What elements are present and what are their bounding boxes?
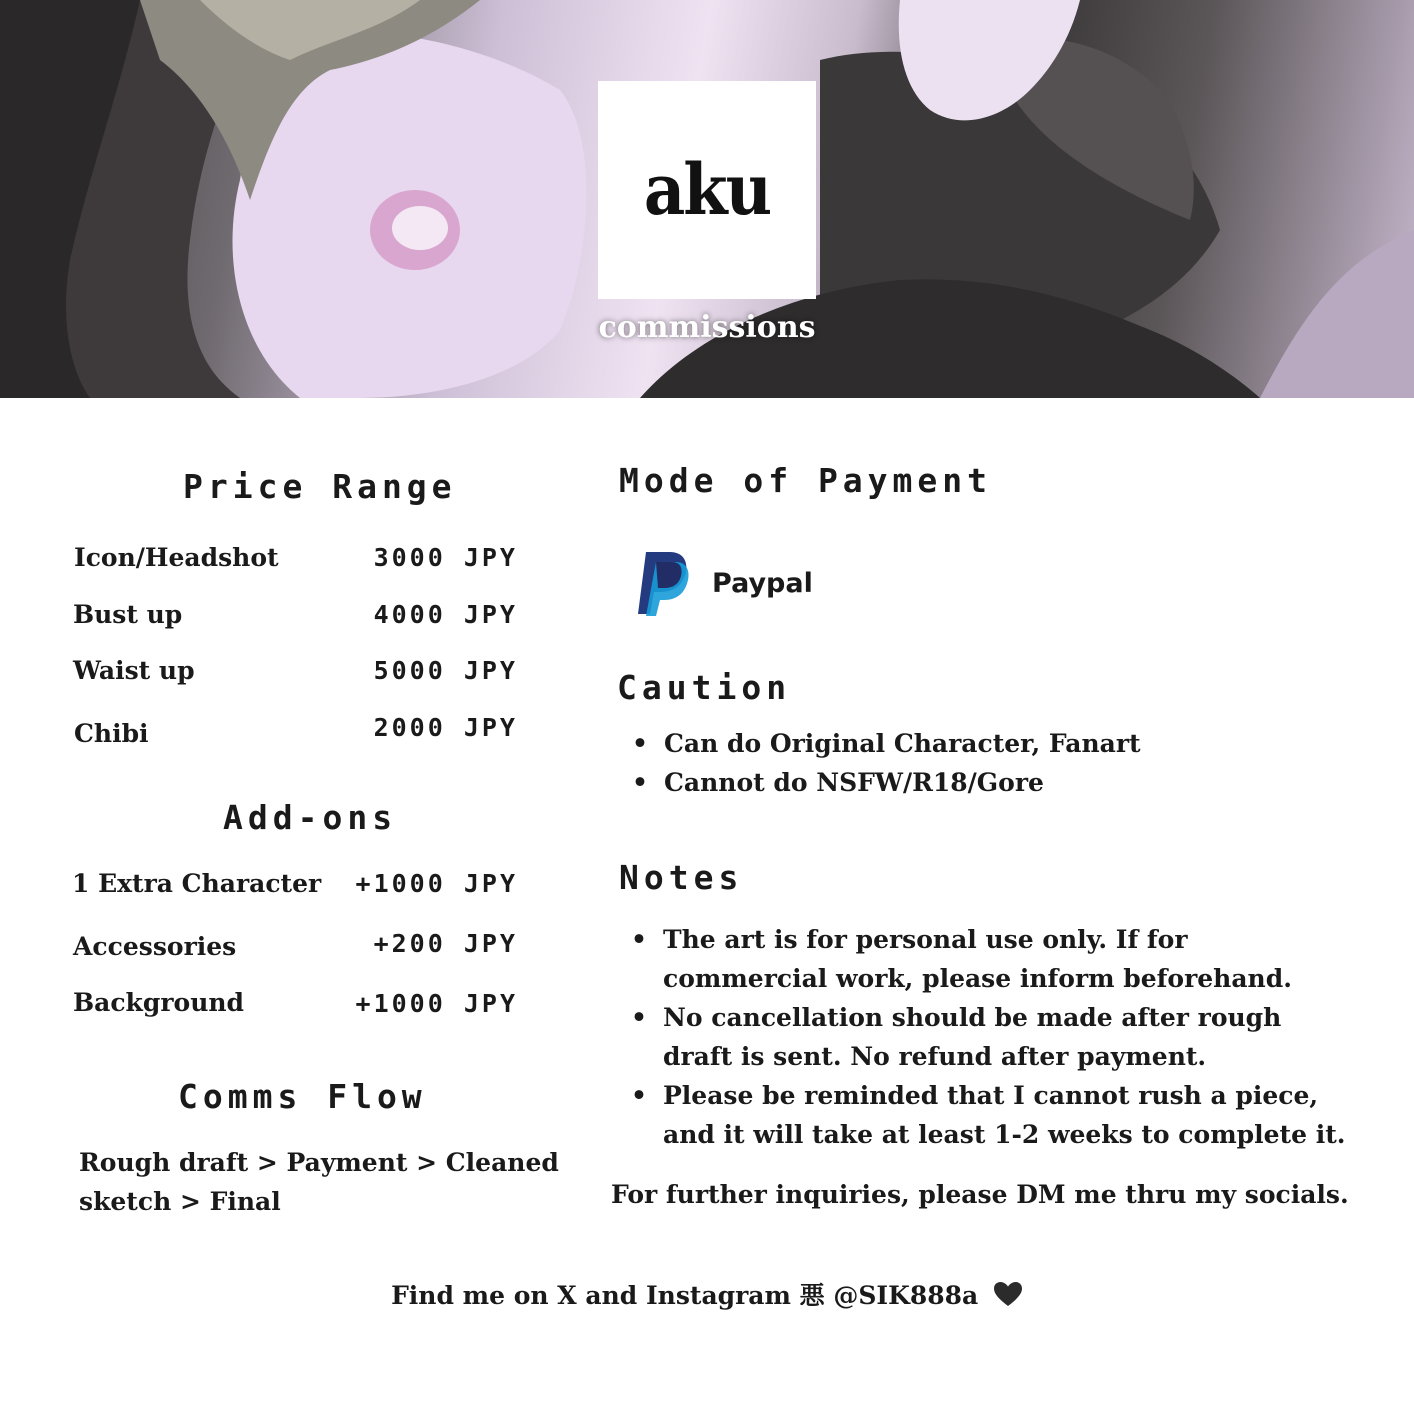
caution-heading: Caution (617, 668, 792, 707)
footer (0, 1276, 1414, 1313)
addon-item-label: Background (73, 988, 245, 1017)
inquiry-text: For further inquiries, please DM me thru my socials. (611, 1180, 1349, 1209)
price-item-label: Waist up (73, 656, 195, 685)
list-item: • Cannot do NSFW/R18/Gore (620, 763, 1380, 802)
price-item-price: 2000 JPY (373, 713, 518, 742)
list-item: • The art is for personal use only. If for commercial work, please inform beforehand. (619, 920, 1359, 998)
paypal-icon (636, 550, 690, 616)
paypal-label: Paypal (712, 567, 813, 599)
price-item-label: Chibi (74, 719, 149, 748)
footer-text: Find me on X and Instagram 悪 @SIK888a (391, 1281, 979, 1310)
price-range-heading: Price Range (183, 467, 457, 506)
list-item: • No cancellation should be made after rough draft is sent. No refund after payment. (619, 998, 1359, 1076)
list-item: • Please be reminded that I cannot rush a piece, and it will take at least 1-2 weeks to complete it. (619, 1076, 1359, 1154)
banner-subtitle: commissions (598, 310, 816, 345)
list-item: • Can do Original Character, Fanart (620, 724, 1380, 763)
payment-method (636, 550, 813, 616)
caution-list (620, 724, 1380, 802)
addon-item-price: +1000 JPY (355, 869, 518, 898)
header-banner (0, 0, 1414, 398)
comms-flow-text: Rough draft > Payment > Cleaned sketch > Final (79, 1148, 559, 1216)
logo-box (598, 81, 816, 299)
addon-item-label: 1 Extra Character (72, 869, 322, 898)
price-item-price: 5000 JPY (373, 656, 518, 685)
addon-item-price: +1000 JPY (355, 989, 518, 1018)
black-heart-icon (993, 1281, 1023, 1313)
price-item-label: Bust up (73, 600, 183, 629)
addon-item-label: Accessories (73, 932, 237, 961)
notes-heading: Notes (619, 858, 744, 897)
price-item-label: Icon/Headshot (74, 543, 279, 572)
price-item-price: 3000 JPY (373, 543, 518, 572)
addon-item-price: +200 JPY (373, 929, 518, 958)
addons-heading: Add-ons (223, 798, 398, 837)
notes-list (619, 920, 1359, 1154)
logo-text: aku (643, 148, 771, 232)
payment-heading: Mode of Payment (619, 461, 993, 500)
price-item-price: 4000 JPY (373, 600, 518, 629)
comms-flow-heading: Comms Flow (178, 1077, 427, 1116)
